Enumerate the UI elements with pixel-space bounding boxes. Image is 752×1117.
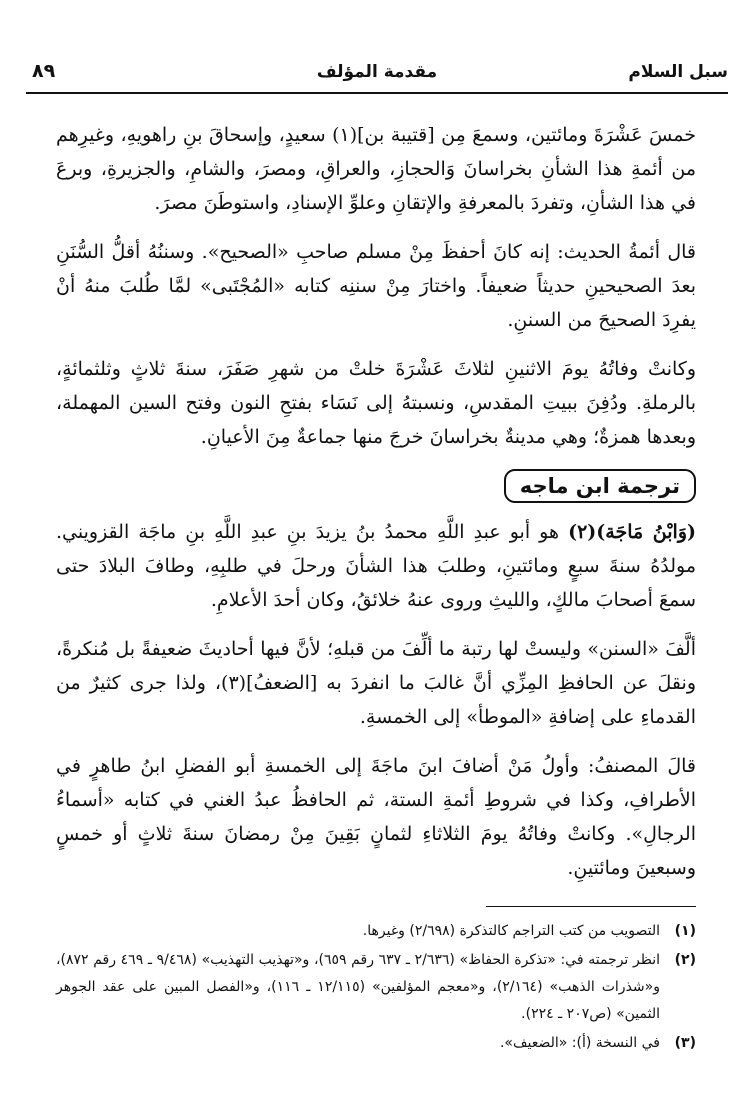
footnotes	[56, 918, 696, 1059]
paragraph-nasai-death: وكانتْ وفاتُهُ يومَ الاثنينِ لثلاثَ عَشْرَةَ خلتْ من شهرِ صَفَرَ، سنةَ ثلاثٍ وثلثمائةٍ، بالرملةِ. ودُفِنَ ببيتِ المقدسِ، ونسبتهُ إلى نَسَاء بفتحِ النون وفتح السين المهملة، وبعدها همزةٌ؛ وهي مدينةٌ بخراسانَ خرجَ منها جماعةٌ مِنَ الأعيانِ.	[56, 358, 696, 448]
footnote-text: التصويب من كتب التراجم كالتذكرة (٢/٦٩٨) وغيرها.	[362, 923, 660, 939]
paragraph-nasai-hadith: قال أئمةُ الحديث: إنه كانَ أحفظَ مِنْ مسلم صاحبِ «الصحيح». وسننُهُ أقلُّ السُّنَنِ بعدَ الصحيحينِ حديثاً ضعيفاً. واختارَ مِنْ سننِه كتابه «المُجْتَبى» لمَّا طُلبَ منهُ أنْ يفرِدَ الصحيحَ من السننِ.	[56, 241, 696, 331]
page-number: ٨٩	[32, 60, 56, 82]
main-text	[56, 118, 696, 900]
paragraph-nasai-teachers: خمسَ عَشْرَةَ ومائتين، وسمعَ مِن [قتيبة بن](١) سعيدٍ، وإسحاقَ بنِ راهويهِ، وغيرِهم من أئمةِ هذا الشأنِ بخراسانَ وَالحجازِ، والعراقِ، ومصرَ، والشامِ، والجزيرةِ، وبرعَ في هذا الشأنِ، وتفردَ بالمعرفةِ والإتقانِ وعلوِّ الإسنادِ، واستوطَنَ مصرَ.	[56, 124, 696, 214]
entry-lead: (وَابْنُ مَاجَة)(٢)	[568, 521, 696, 543]
section-title: مقدمة المؤلف	[316, 62, 438, 82]
book-title: سبل السلام	[628, 62, 728, 82]
paragraph-ibn-majah-sunan: ألَّفَ «السنن» وليستْ لها رتبة ما ألِّفَ من قبلهِ؛ لأنَّ فيها أحاديثَ ضعيفةً بل مُنكرةً، ونقلَ عن الحافظِ المِزِّي أنَّ غالبَ ما انفردَ به [الضعفُ](٣)، ولذا جرى كثيرٌ من القدماءِ على إضافةِ «الموطأ» إلى الخمسةِ.	[56, 638, 696, 728]
footnote-number: (٢)	[674, 952, 696, 968]
section-heading-row	[56, 469, 696, 503]
footnote-divider	[486, 906, 696, 907]
footnote-number: (٣)	[674, 1035, 696, 1051]
footnote-text: انظر ترجمته في: «تذكرة الحفاظ» (٢/٦٣٦ ـ ٦٣٧ رقم ٦٥٩)، و«تهذيب التهذيب» (٩/٤٦٨ ـ ٤٦٩ رقم ٨٧٢)، و«شذرات الذهب» (٢/١٦٤)، و«معجم المؤلفين» (١٢/١١٥ ـ ١١٦)، و«الفصل المبين على عقد الجوهر الثمين» (ص٢٠٧ ـ ٢٢٤).	[56, 952, 660, 1022]
footnote	[56, 947, 696, 1028]
footnote	[56, 1030, 696, 1057]
page-header	[26, 54, 728, 94]
footnote-number: (١)	[674, 923, 696, 939]
paragraph-ibn-majah-intro	[56, 515, 696, 617]
footnote-text: في النسخة (أ): «الضعيف».	[499, 1035, 660, 1051]
paragraph-ibn-majah-death: قالَ المصنفُ: وأولُ مَنْ أضافَ ابنَ ماجَةَ إلى الخمسةِ أبو الفضلِ ابنُ طاهرٍ في الأطرافِ، وكذا في شروطِ أئمةِ الستة، ثم الحافظُ عبدُ الغني في كتابه «أسماءُ الرجالِ». وكانتْ وفاتُهُ يومَ الثلاثاءِ لثمانٍ بَقِينَ مِنْ رمضانَ سنةَ ثلاثٍ أو خمسٍ وسبعينَ ومائتينِ.	[56, 755, 696, 879]
section-heading: ترجمة ابن ماجه	[504, 469, 696, 503]
entry-lead-rest: هو أبو عبدِ اللَّهِ محمدُ بنُ يزيدَ بنِ عبدِ اللَّهِ بنِ ماجَة القزويني. مولدُهُ سنةَ سبعٍ ومائتينِ، وطلبَ هذا الشأنَ ورحلَ في طلبِهِ، وطافَ البلادَ حتى سمعَ أصحابَ مالكٍ، والليثِ وروى عنهُ خلائقُ، وكان أحدَ الأعلامِ.	[56, 521, 696, 611]
footnote	[56, 918, 696, 945]
